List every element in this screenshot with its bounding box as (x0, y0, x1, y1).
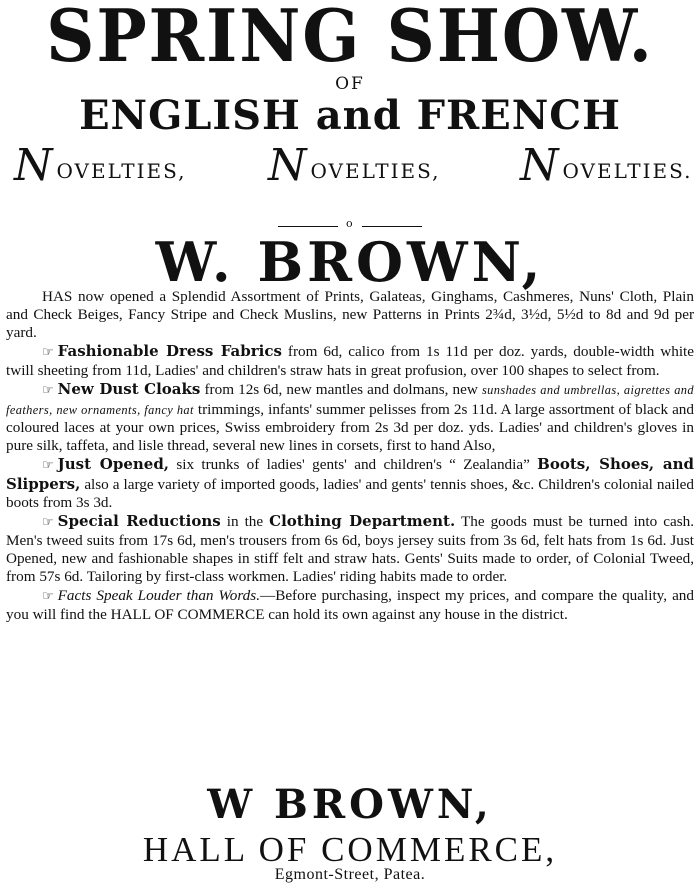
novelties-row (0, 140, 700, 190)
paragraph-facts: ☞ Facts Speak Louder than Words.—Before purchasing, inspect my prices, and compare the quality, and you will find the HALL OF COMMERCE can hold its own against any house in the district. (6, 586, 694, 623)
section-heading: Just Opened, (57, 454, 170, 473)
footer-address: Egmont-Street, Patea. (274, 866, 426, 883)
paragraph-dress-fabrics: ☞ Fashionable Dress Fabrics from 6d, calico from 1s 11d per doz. yards, double-width white twill sheeting from 11d, Ladies' and children's straw hats in great profusion, over 100 shapes to select from. (6, 342, 694, 380)
headline-subtitle: ENGLISH and FRENCH (79, 92, 621, 139)
section-heading: Facts Speak Louder than Words. (57, 586, 260, 604)
paragraph-dust-cloaks: ☞ New Dust Cloaks from 12s 6d, new mantles and dolmans, new sunshades and umbrellas, aigrettes and feathers, new ornaments, fancy hat trimmings, infants' summer pelisses from 2s 11d. A large assortment of black and coloured laces at your own prices, Swiss embroidery from 2s 3d per doz. yds. Ladies' and children's gloves in pure silk, taffeta, and lisle thread, several new lines in corsets, first to hand Also, (6, 380, 694, 454)
separator-line-right (362, 226, 422, 227)
pointing-hand-icon: ☞ (42, 588, 54, 604)
section-heading: Special Reductions (57, 512, 221, 531)
headline-title: SPRING SHOW. (46, 0, 654, 78)
pointing-hand-icon: ☞ (42, 457, 54, 473)
paragraph-special-reductions: ☞ Special Reductions in the Clothing Department. The goods must be turned into cash. Men's tweed suits from 17s 6d, men's trousers from 6s 6d, boys jersey suits from 3s 6d, felt hats from 1s 6d. Just Opened, new and fashionable shapes in stiff felt and straw hats. Gents' Suits made to order, of Colonial Tweed, from 57s 6d. Tailoring by first-class workmen. Ladies' riding habits made to order. (6, 512, 695, 586)
novelties-word-1: NOVELTIES, (14, 140, 187, 191)
footer-store-name: HALL OF COMMERCE, (142, 830, 558, 869)
separator-line-left (278, 226, 338, 227)
novelties-word-3: NOVELTIES. (520, 140, 693, 191)
separator-mark: o (346, 217, 353, 230)
section-heading: New Dust Cloaks (57, 380, 201, 399)
advertisement-body (6, 288, 694, 624)
paragraph-just-opened: ☞ Just Opened, six trunks of ladies' gents' and children's “ Zealandia” Boots, Shoes, and Slippers, also a large variety of imported goods, ladies' and gents' tennis shoes, &c. Children's colonial nailed boots from 3s 3d. (6, 454, 694, 512)
novelties-word-2: NOVELTIES, (268, 140, 441, 191)
paragraph-intro: HAS now opened a Splendid Assortment of Prints, Galateas, Ginghams, Cashmeres, Nuns' Cloth, Plain and Check Beiges, Fancy Stripe and Check Muslins, new Patterns in Prints 2¾d, 3½d, 5½d to 8d and 9d per yard. (6, 288, 694, 342)
headline-of: OF (335, 74, 365, 94)
pointing-hand-icon: ☞ (42, 345, 54, 361)
pointing-hand-icon: ☞ (42, 383, 54, 399)
section-heading: Fashionable Dress Fabrics (57, 342, 282, 361)
merchant-name: W. BROWN, (155, 230, 545, 294)
pointing-hand-icon: ☞ (42, 515, 54, 531)
footer-merchant-name: W BROWN, (207, 781, 493, 828)
